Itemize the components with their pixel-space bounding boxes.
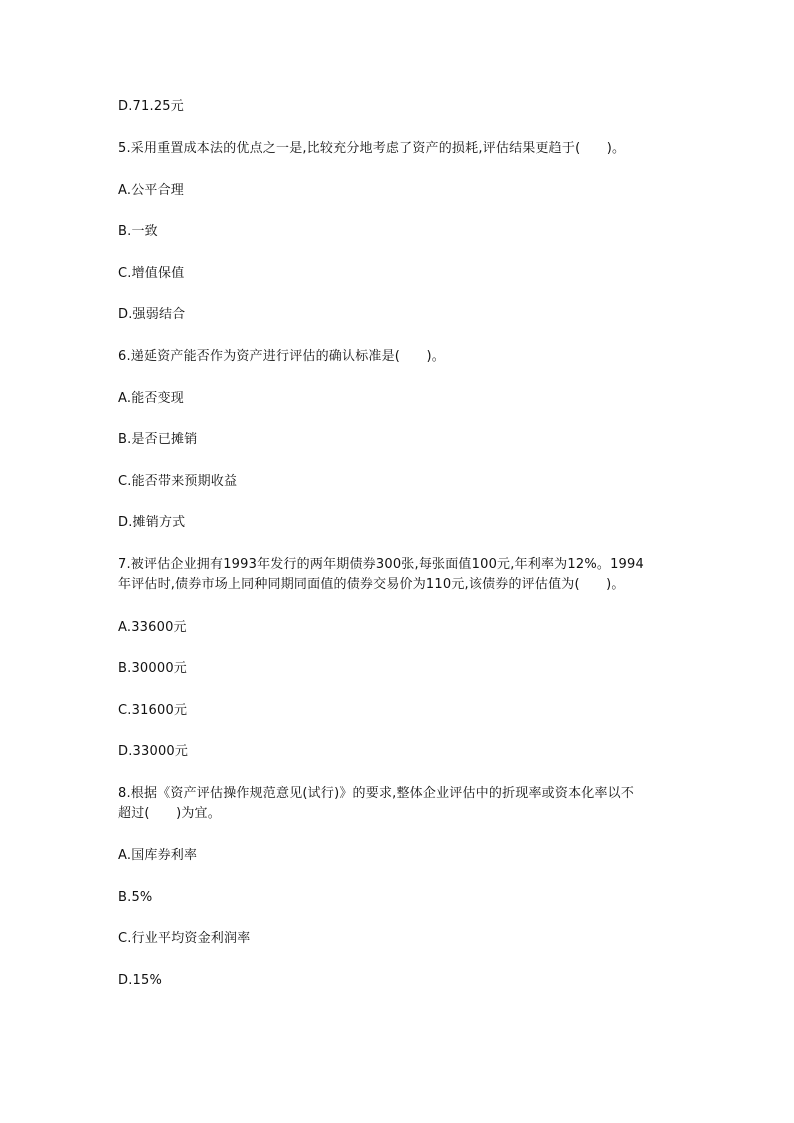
q8-question-line1: 8.根据《资产评估操作规范意见(试行)》的要求,整体企业评估中的折现率或资本化率以不 — [118, 786, 635, 801]
q5-option-d: D.强弱结合 — [118, 307, 186, 322]
q7-option-c: C.31600元 — [118, 703, 188, 718]
q6-question: 6.递延资产能否作为资产进行评估的确认标准是( )。 — [118, 349, 445, 364]
q7-option-d: D.33000元 — [118, 744, 189, 759]
q5-option-c: C.增值保值 — [118, 266, 185, 281]
q6-option-c: C.能否带来预期收益 — [118, 474, 238, 489]
q6-option-b: B.是否已摊销 — [118, 432, 198, 447]
q6-option-a: A.能否变现 — [118, 391, 184, 406]
q7-question-line2: 年评估时,债券市场上同种同期同面值的债券交易价为110元,该债券的评估值为( )。 — [118, 577, 625, 592]
q8-option-b: B.5% — [118, 890, 153, 905]
q7-question-line1: 7.被评估企业拥有1993年发行的两年期债券300张,每张面值100元,年利率为12%。1994 — [118, 557, 644, 572]
q8-option-d: D.15% — [118, 973, 163, 988]
q8-question-line2: 超过( )为宜。 — [118, 806, 221, 821]
q7-option-b: B.30000元 — [118, 661, 188, 676]
q6-option-d: D.摊销方式 — [118, 515, 186, 530]
q4-option-d: D.71.25元 — [118, 99, 184, 114]
q8-option-c: C.行业平均资金利润率 — [118, 931, 251, 946]
q5-option-b: B.一致 — [118, 224, 158, 239]
q5-question: 5.采用重置成本法的优点之一是,比较充分地考虑了资产的损耗,评估结果更趋于( )。 — [118, 141, 626, 156]
q5-option-a: A.公平合理 — [118, 183, 184, 198]
q8-option-a: A.国库券利率 — [118, 848, 198, 863]
q7-option-a: A.33600元 — [118, 620, 187, 635]
